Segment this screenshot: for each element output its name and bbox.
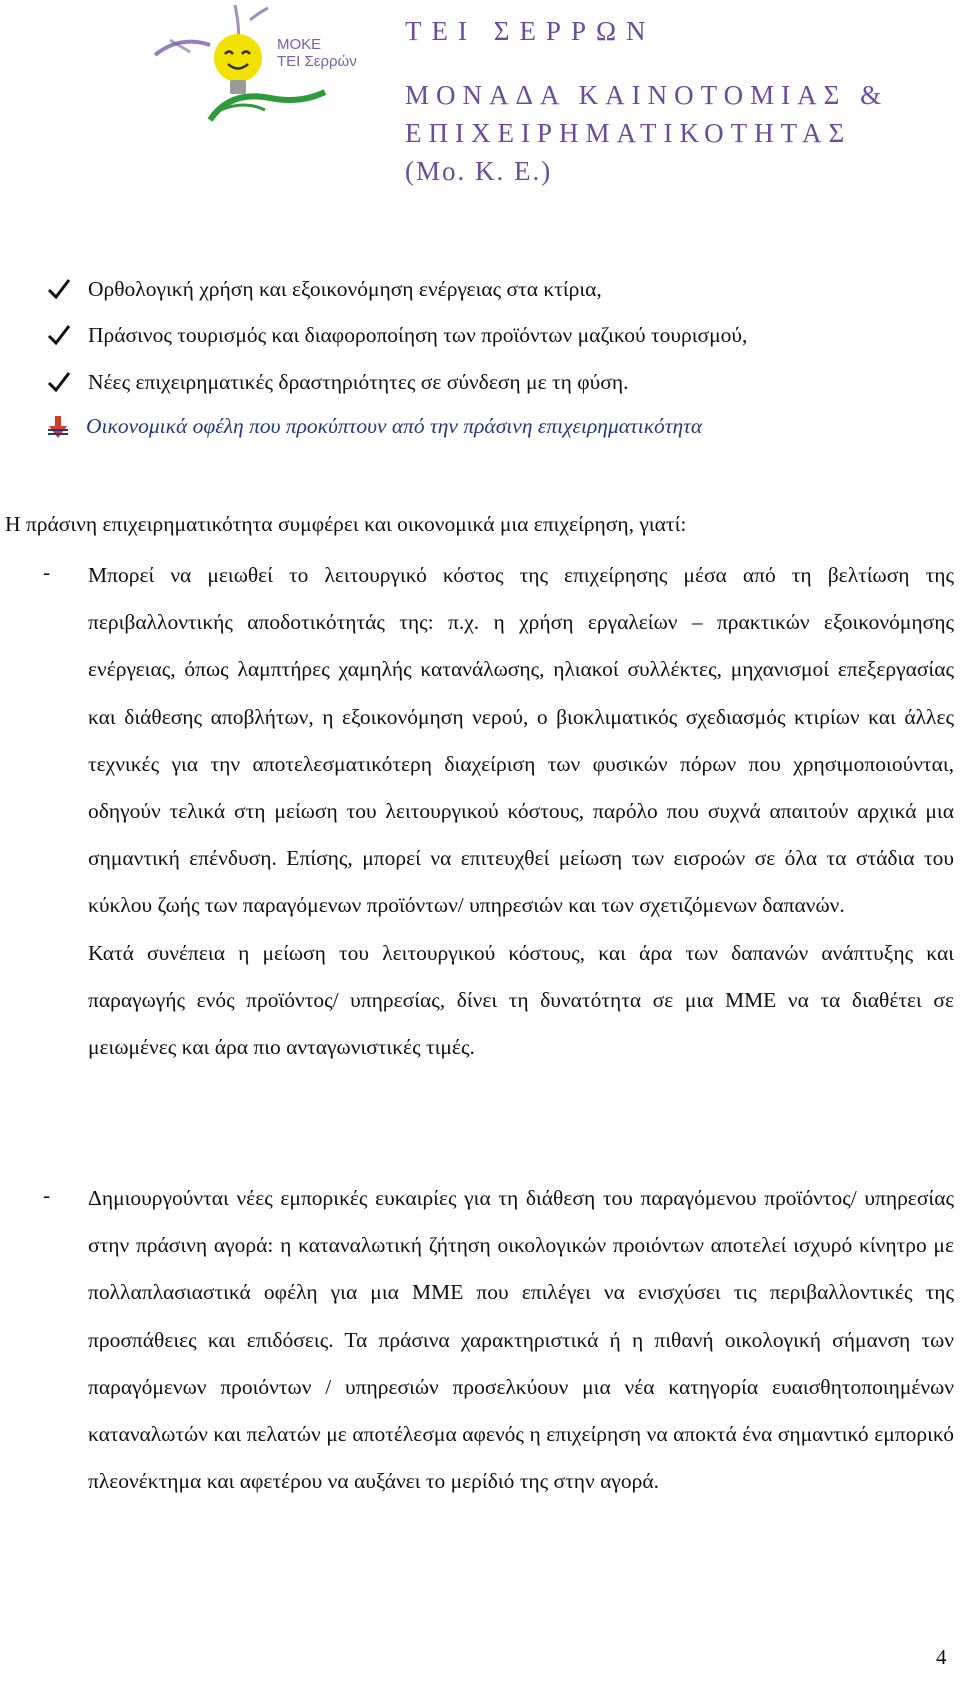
unit-abbreviation: (Μο. Κ. Ε.)	[405, 156, 553, 186]
paragraph: Μπορεί να μειωθεί το λειτουργικό κόστος της επιχείρησης μέσα από τη βελτίωση της περιβαλλοντικής αποδοτικότητάς της: π.χ. η χρήση εργαλείων – πρακτικών εξοικονόμησης ενέργειας, όπως λαμπτήρες χαμηλής κατανάλωσης, ηλιακοί συλλέκτες, μηχανισμοί επεξεργασίας και διάθεσης αποβλήτων, η εξοικονόμηση νερού, ο βιοκλιματικός σχεδιασμός κτιρίων και άλλες τεχνικές για την αποτελεσματικότερη διαχείριση των φυσικών πόρων που χρησιμοποιούνται, οδηγούν τελικά στη μείωση του λειτουργικού κόστους, παρόλο που συχνά απαιτούν αρχικά μια σημαντική επένδυση. Επίσης, μπορεί να επιτευχθεί μείωση των εισροών σε όλα τα στάδια του κύκλου ζωής των παραγόμενων προϊόντων/ υπηρεσιών και των σχετιζόμενων δαπανών.	[88, 563, 954, 918]
bullet-dash: -	[43, 1183, 51, 1207]
checkmark-icon	[46, 276, 72, 302]
unit-title-line-2: ΕΠΙΧΕΙΡΗΜΑΤΙΚΟΤΗΤΑΣ	[405, 118, 852, 148]
paragraph: Κατά συνέπεια η μείωση του λειτουργικού κόστους, και άρα των δαπανών ανάπτυξης και παραγωγής ενός προϊόντος/ υπηρεσίας, δίνει τη δυνατότητα σε μια ΜΜΕ να τα διαθέτει σε μειωμένες και άρα πιο ανταγωνιστικές τιμές.	[88, 940, 954, 1060]
moke-logo	[150, 0, 380, 125]
down-arrow-bullet-icon	[46, 414, 70, 440]
logo-line-2: ΤΕΙ Σερρών	[277, 53, 357, 70]
paragraph: Δημιουργούνται νέες εμπορικές ευκαιρίες για τη διάθεση του παραγόμενου προϊόντος/ υπηρεσίας στην πράσινη αγορά: η καταναλωτική ζήτηση οικολογικών προιόντων αποτελεί ισχυρό κίνητρο με πολλαπλασιαστικά οφέλη για μια ΜΜΕ που επιλέγει να ενισχύσει τις περιβαλλοντικές της προσπάθειες και επιδόσεις. Τα πράσινα χαρακτηριστικά ή η πιθανή οικολογική σήμανση των παραγόμενων προιόντων / υπηρεσιών προσελκύουν μια νέα κατηγορία ευαισθητοποιημένων καταναλωτών και πελατών με αποτέλεσμα αφενός η επιχείρηση να αποκτά ένα σημαντικό εμπορικό πλεονέκτημα και αφετέρου να αυξάνει το μερίδιό της στην αγορά.	[88, 1186, 954, 1494]
section-heading-text: Οικονομικά οφέλη που προκύπτουν από την πράσινη επιχειρηματικότητα	[86, 414, 703, 438]
checklist-item-text: Πράσινος τουρισμός και διαφοροποίηση των προϊόντων μαζικού τουρισμού,	[88, 323, 748, 347]
logo-text	[277, 36, 357, 70]
checkmark-icon	[46, 322, 72, 348]
logo-line-1: ΜΟΚΕ	[277, 36, 322, 53]
institution-title: ΤΕΙ ΣΕΡΡΩΝ	[405, 16, 656, 46]
checklist-item-text: Ορθολογική χρήση και εξοικονόμηση ενέργειας στα κτίρια,	[88, 277, 602, 301]
checklist-item-text: Νέες επιχειρηματικές δραστηριότητες σε σύνδεση με τη φύση.	[88, 370, 629, 394]
checkmark-icon	[46, 369, 72, 395]
page-number: 4	[936, 1645, 947, 1669]
intro-sentence: Η πράσινη επιχειρηματικότητα συμφέρει και οικονομικά μια επιχείρηση, γιατί:	[5, 512, 687, 536]
unit-title-line-1: ΜΟΝΑΔΑ ΚΑΙΝΟΤΟΜΙΑΣ &	[405, 80, 889, 110]
bullet-body	[88, 1175, 954, 1505]
page-header	[0, 0, 960, 200]
bullet-dash: -	[43, 560, 51, 584]
unit-title	[405, 76, 888, 190]
bullet-body	[88, 552, 954, 1071]
